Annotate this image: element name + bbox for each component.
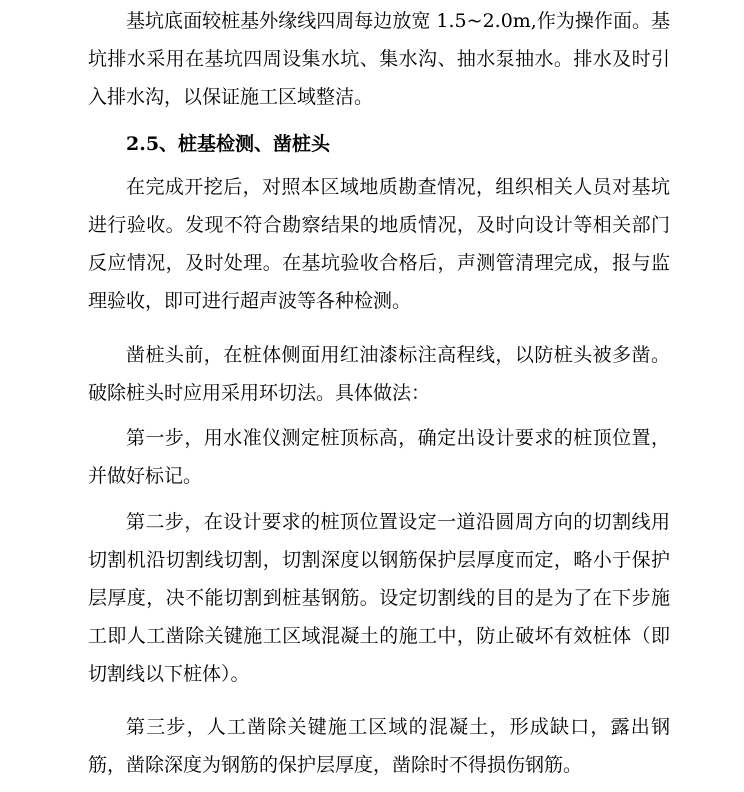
paragraph-pit-acceptance: 在完成开挖后，对照本区域地质勘查情况，组织相关人员对基坑进行验收。发现不符合勘察结果的地质情况，及时向设计等相关部门反应情况，及时处理。在基坑验收合格后，声测管清理完成，报与监理验收，即可进行超声波等各种检测。 (88, 176, 670, 312)
section-heading: 2.5、桩基检测、凿桩头 (126, 133, 331, 155)
paragraph-excavation-workface: 基坑底面较桩基外缘线四周每边放宽 1.5~2.0m,作为操作面。基坑排水采用在基坑四周设集水坑、集水沟、抽水泵抽水。排水及时引入排水沟，以保证施工区域整洁。 (88, 10, 670, 108)
paragraph-step-two: 第二步，在设计要求的桩顶位置设定一道沿圆周方向的切割线用切割机沿切割线切割，切割深度以钢筋保护层厚度而定，略小于保护层厚度，决不能切割到桩基钢筋。设定切割线的目的是为了在下步施工即人工凿除关键施工区域混凝土的施工中，防止破坏有效桩体（即切割线以下桩体）。 (88, 511, 670, 685)
paragraph-pile-head-prep: 凿桩头前，在桩体侧面用红油漆标注高程线，以防桩头被多凿。破除桩头时应用采用环切法。具体做法： (88, 344, 670, 404)
paragraph-step-one: 第一步，用水准仪测定桩顶标高，确定出设计要求的桩顶位置，并做好标记。 (88, 427, 670, 487)
paragraph-step-three: 第三步，人工凿除关键施工区域的混凝土，形成缺口，露出钢筋，凿除深度为钢筋的保护层厚度，凿除时不得损伤钢筋。 (88, 716, 670, 776)
